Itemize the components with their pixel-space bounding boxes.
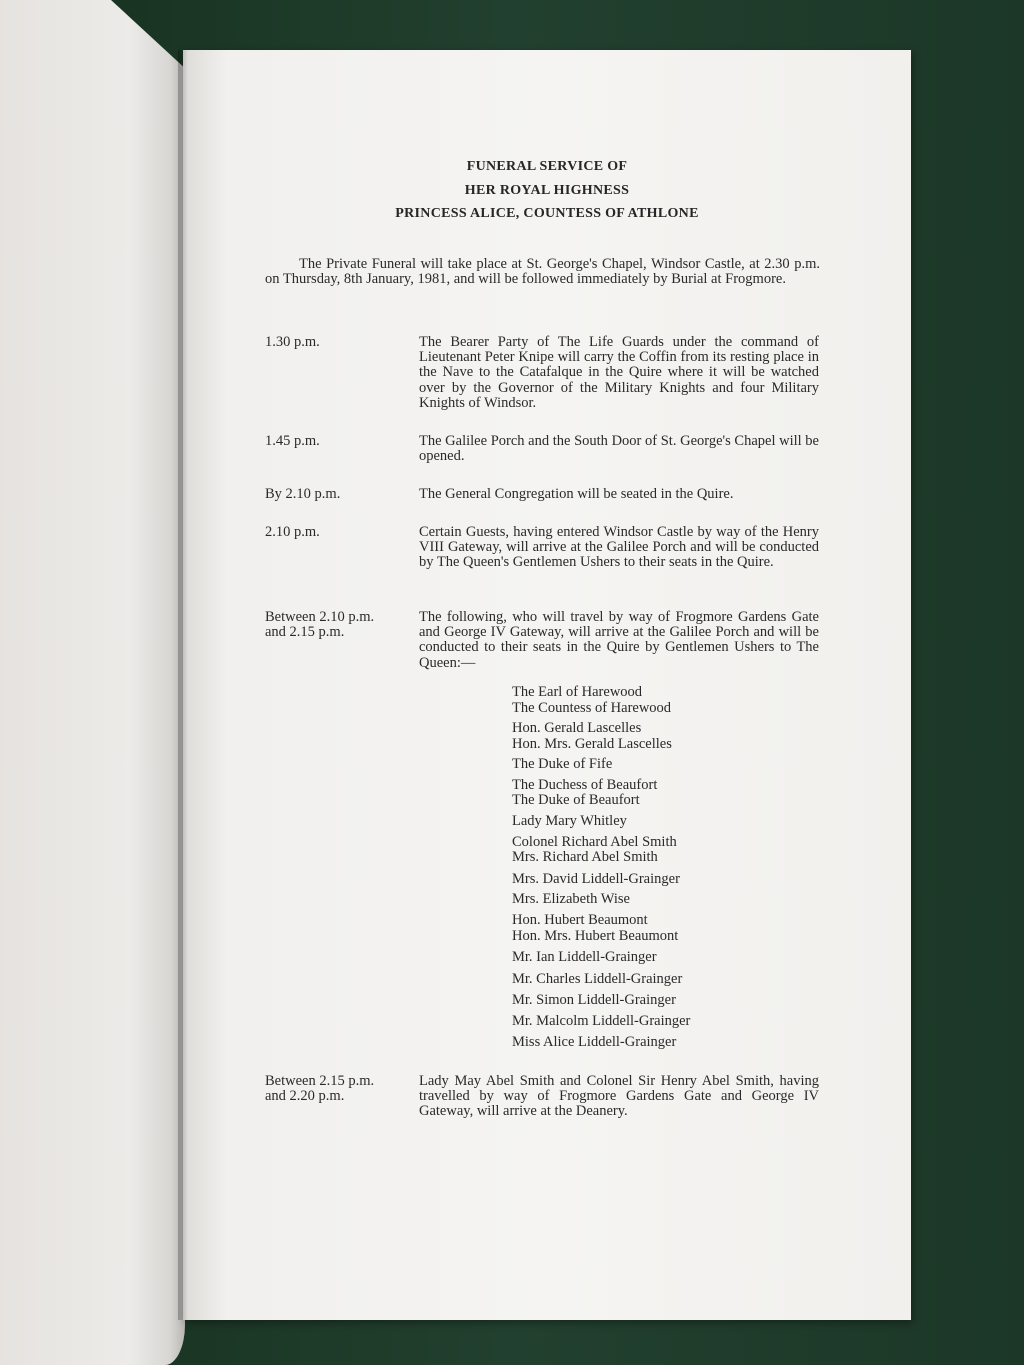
schedule-time [265,335,320,350]
guest-name: Hon. Gerald Lascelles [512,720,642,736]
schedule-time [265,434,320,449]
intro-paragraph: The Private Funeral will take place at St. George's Chapel, Windsor Castle, at 2.30 p.m. on Thursday, 8th January, 1981, and will be followed immediately by Burial at Frogmore. [265,256,820,287]
page-gutter-shadow [178,50,188,1320]
schedule-time [265,1074,374,1104]
guest-name: The Earl of Harewood [512,684,643,700]
guest-name: Mrs. Elizabeth Wise [512,891,630,907]
title-line-2: HER ROYAL HIGHNESS [464,183,630,198]
guest-name: Hon. Hubert Beaumont [512,912,648,928]
time-line: and 2.20 p.m. [265,1088,345,1104]
guest-name: Mr. Ian Liddell-Grainger [512,949,657,965]
schedule-description: Lady May Abel Smith and Colonel Sir Henry Abel Smith, having travelled by way of Frogmore Gardens Gate and George IV Gateway, will arrive at the Deanery. [419,1073,819,1120]
schedule-description: The General Congregation will be seated in the Quire. [419,486,734,502]
guest-name: Miss Alice Liddell-Grainger [512,1034,677,1050]
guest-name: The Duke of Beaufort [512,792,640,808]
schedule-time [265,487,340,502]
guest-name: Mr. Charles Liddell-Grainger [512,971,683,987]
guest-name: Hon. Mrs. Hubert Beaumont [512,928,679,944]
guest-name: Mrs. Richard Abel Smith [512,849,658,865]
time-line: Between 2.10 p.m. [265,609,375,625]
title-line-1: FUNERAL SERVICE OF [466,159,628,174]
title-line-3: PRINCESS ALICE, COUNTESS OF ATHLONE [395,206,699,221]
time-line: Between 2.15 p.m. [265,1073,375,1089]
guest-name: Lady Mary Whitley [512,813,627,829]
guest-name: Mr. Simon Liddell-Grainger [512,992,676,1008]
schedule-description: Certain Guests, having entered Windsor Castle by way of the Henry VIII Gateway, will arrive at the Galilee Porch and will be conducted by The Queen's Gentlemen Ushers to their seats in the Quire. [419,524,819,571]
guest-name: The Duke of Fife [512,756,613,772]
schedule-description: The Galilee Porch and the South Door of St. George's Chapel will be opened. [419,433,819,465]
time-line: and 2.15 p.m. [265,624,345,640]
schedule-time [265,610,374,640]
schedule-description: The following, who will travel by way of Frogmore Gardens Gate and George IV Gateway, will arrive at the Galilee Porch and will be conducted to their seats in the Quire by Gentlemen Ushers to The Queen:— [419,609,819,671]
guest-name: Colonel Richard Abel Smith [512,834,677,850]
time-line: By 2.10 p.m. [265,486,341,502]
time-line: 1.30 p.m. [265,334,320,350]
guest-name: Hon. Mrs. Gerald Lascelles [512,736,672,752]
time-line: 1.45 p.m. [265,433,320,449]
left-page [0,0,185,1365]
guest-name: Mrs. David Liddell-Grainger [512,871,680,887]
guest-name: Mr. Malcolm Liddell-Grainger [512,1013,691,1029]
schedule-time [265,525,320,540]
time-line: 2.10 p.m. [265,524,320,540]
guest-name: The Duchess of Beaufort [512,777,658,793]
guest-name: The Countess of Harewood [512,700,672,716]
schedule-description: The Bearer Party of The Life Guards under the command of Lieutenant Peter Knipe will carry the Coffin from its resting place in the Nave to the Catafalque in the Quire where it will be watched over by the Governor of the Military Knights and four Military Knights of Windsor. [419,334,819,411]
